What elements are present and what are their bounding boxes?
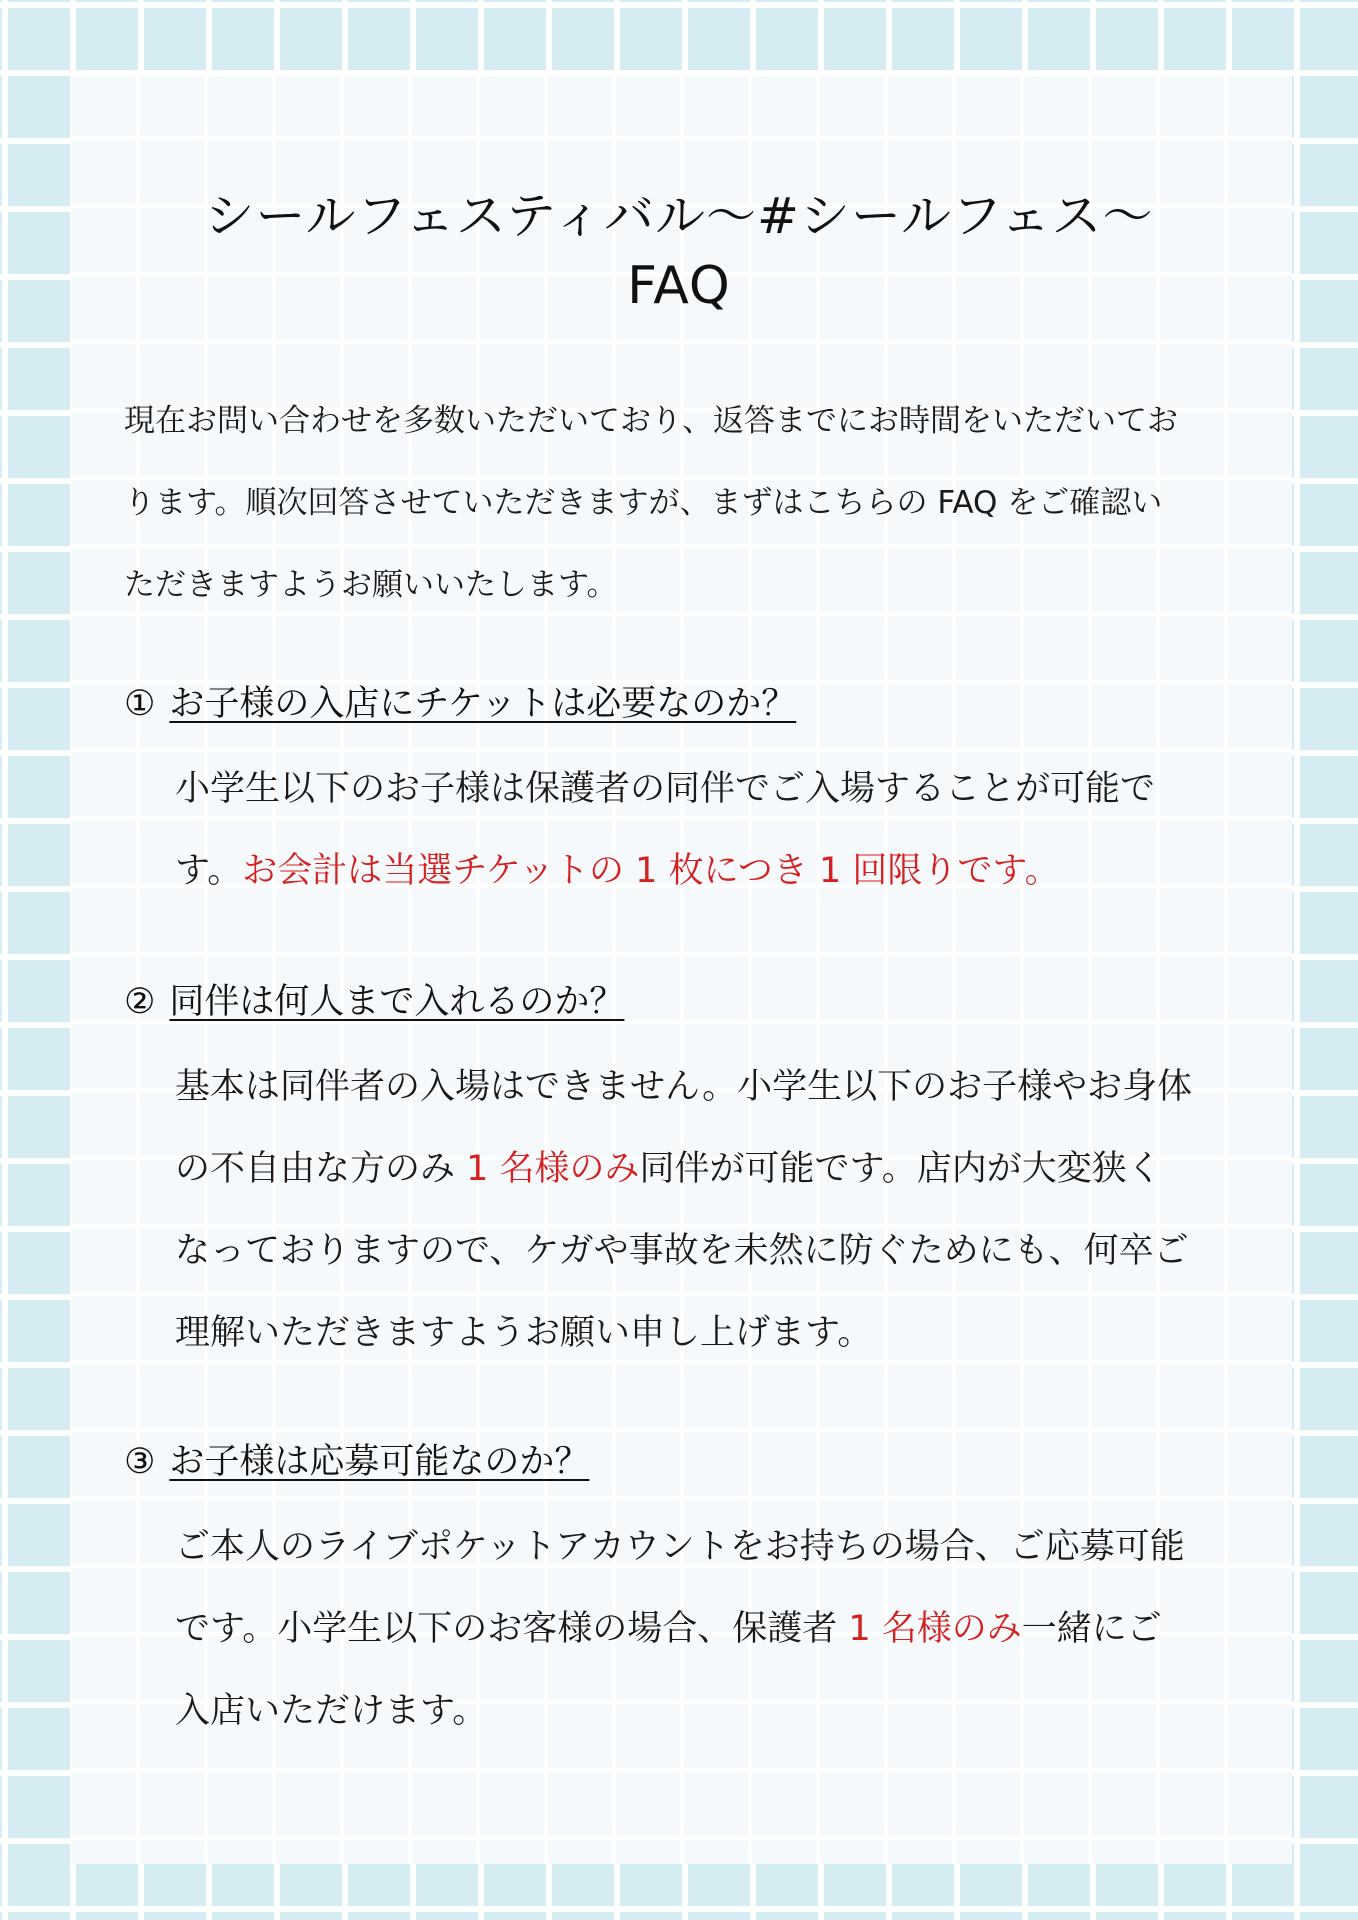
faq-question-1 [124, 676, 796, 726]
answer-line: 理解いただきますようお願い申し上げます。 [175, 1313, 873, 1353]
intro-line: 現在お問い合わせを多数いただいており、返答までにお時間をいただいてお [124, 403, 1178, 439]
faq-number: ② [124, 982, 156, 1022]
answer-highlight: お会計は当選チケットの 1 枚につき 1 回限りです。 [242, 851, 1060, 891]
answer-line [175, 1588, 1265, 1670]
answer-text: の不自由な方のみ [175, 1149, 467, 1189]
answer-line [175, 830, 1265, 912]
faq-question-2 [124, 974, 624, 1024]
faq-answer-3 [175, 1506, 1265, 1752]
answer-highlight: 1 名様のみ [848, 1609, 1022, 1649]
intro-paragraph [124, 380, 1234, 626]
answer-line: なっておりますので、ケガや事故を未然に防ぐためにも、何卒ご [175, 1231, 1189, 1271]
page-title: シールフェスティバル〜#シールフェス〜 [204, 187, 1154, 245]
faq-answer-1 [175, 748, 1265, 912]
answer-text: です。小学生以下のお客様の場合、保護者 [175, 1609, 849, 1649]
faq-answer-2 [175, 1046, 1265, 1374]
answer-line [175, 1128, 1265, 1210]
intro-line: ります。順次回答させていただきますが、まずはこちらの FAQ をご確認い [124, 485, 1163, 521]
answer-line: ご本人のライブポケットアカウントをお持ちの場合、ご応募可能 [175, 1527, 1185, 1567]
answer-line: 入店いただけます。 [175, 1691, 488, 1731]
answer-line: 基本は同伴者の入場はできません。小学生以下のお子様やお身体 [175, 1067, 1193, 1107]
answer-line: 小学生以下のお子様は保護者の同伴でご入場することが可能で [175, 769, 1156, 809]
faq-question-text: お子様は応募可能なのか？ [169, 1442, 590, 1482]
faq-question-text: お子様の入店にチケットは必要なのか？ [169, 684, 797, 724]
faq-number: ① [124, 684, 156, 724]
faq-number: ③ [124, 1442, 156, 1482]
answer-text: す。 [175, 851, 243, 891]
answer-highlight: 1 名様のみ [466, 1149, 640, 1189]
answer-text: 同伴が可能です。店内が大変狭く [639, 1149, 1162, 1189]
answer-text: 一緒にご [1021, 1609, 1162, 1649]
faq-question-text: 同伴は何人まで入れるのか？ [169, 982, 625, 1022]
intro-line: ただきますようお願いいたします。 [124, 567, 618, 603]
faq-question-3 [124, 1434, 589, 1484]
page-subtitle: FAQ [627, 256, 731, 316]
